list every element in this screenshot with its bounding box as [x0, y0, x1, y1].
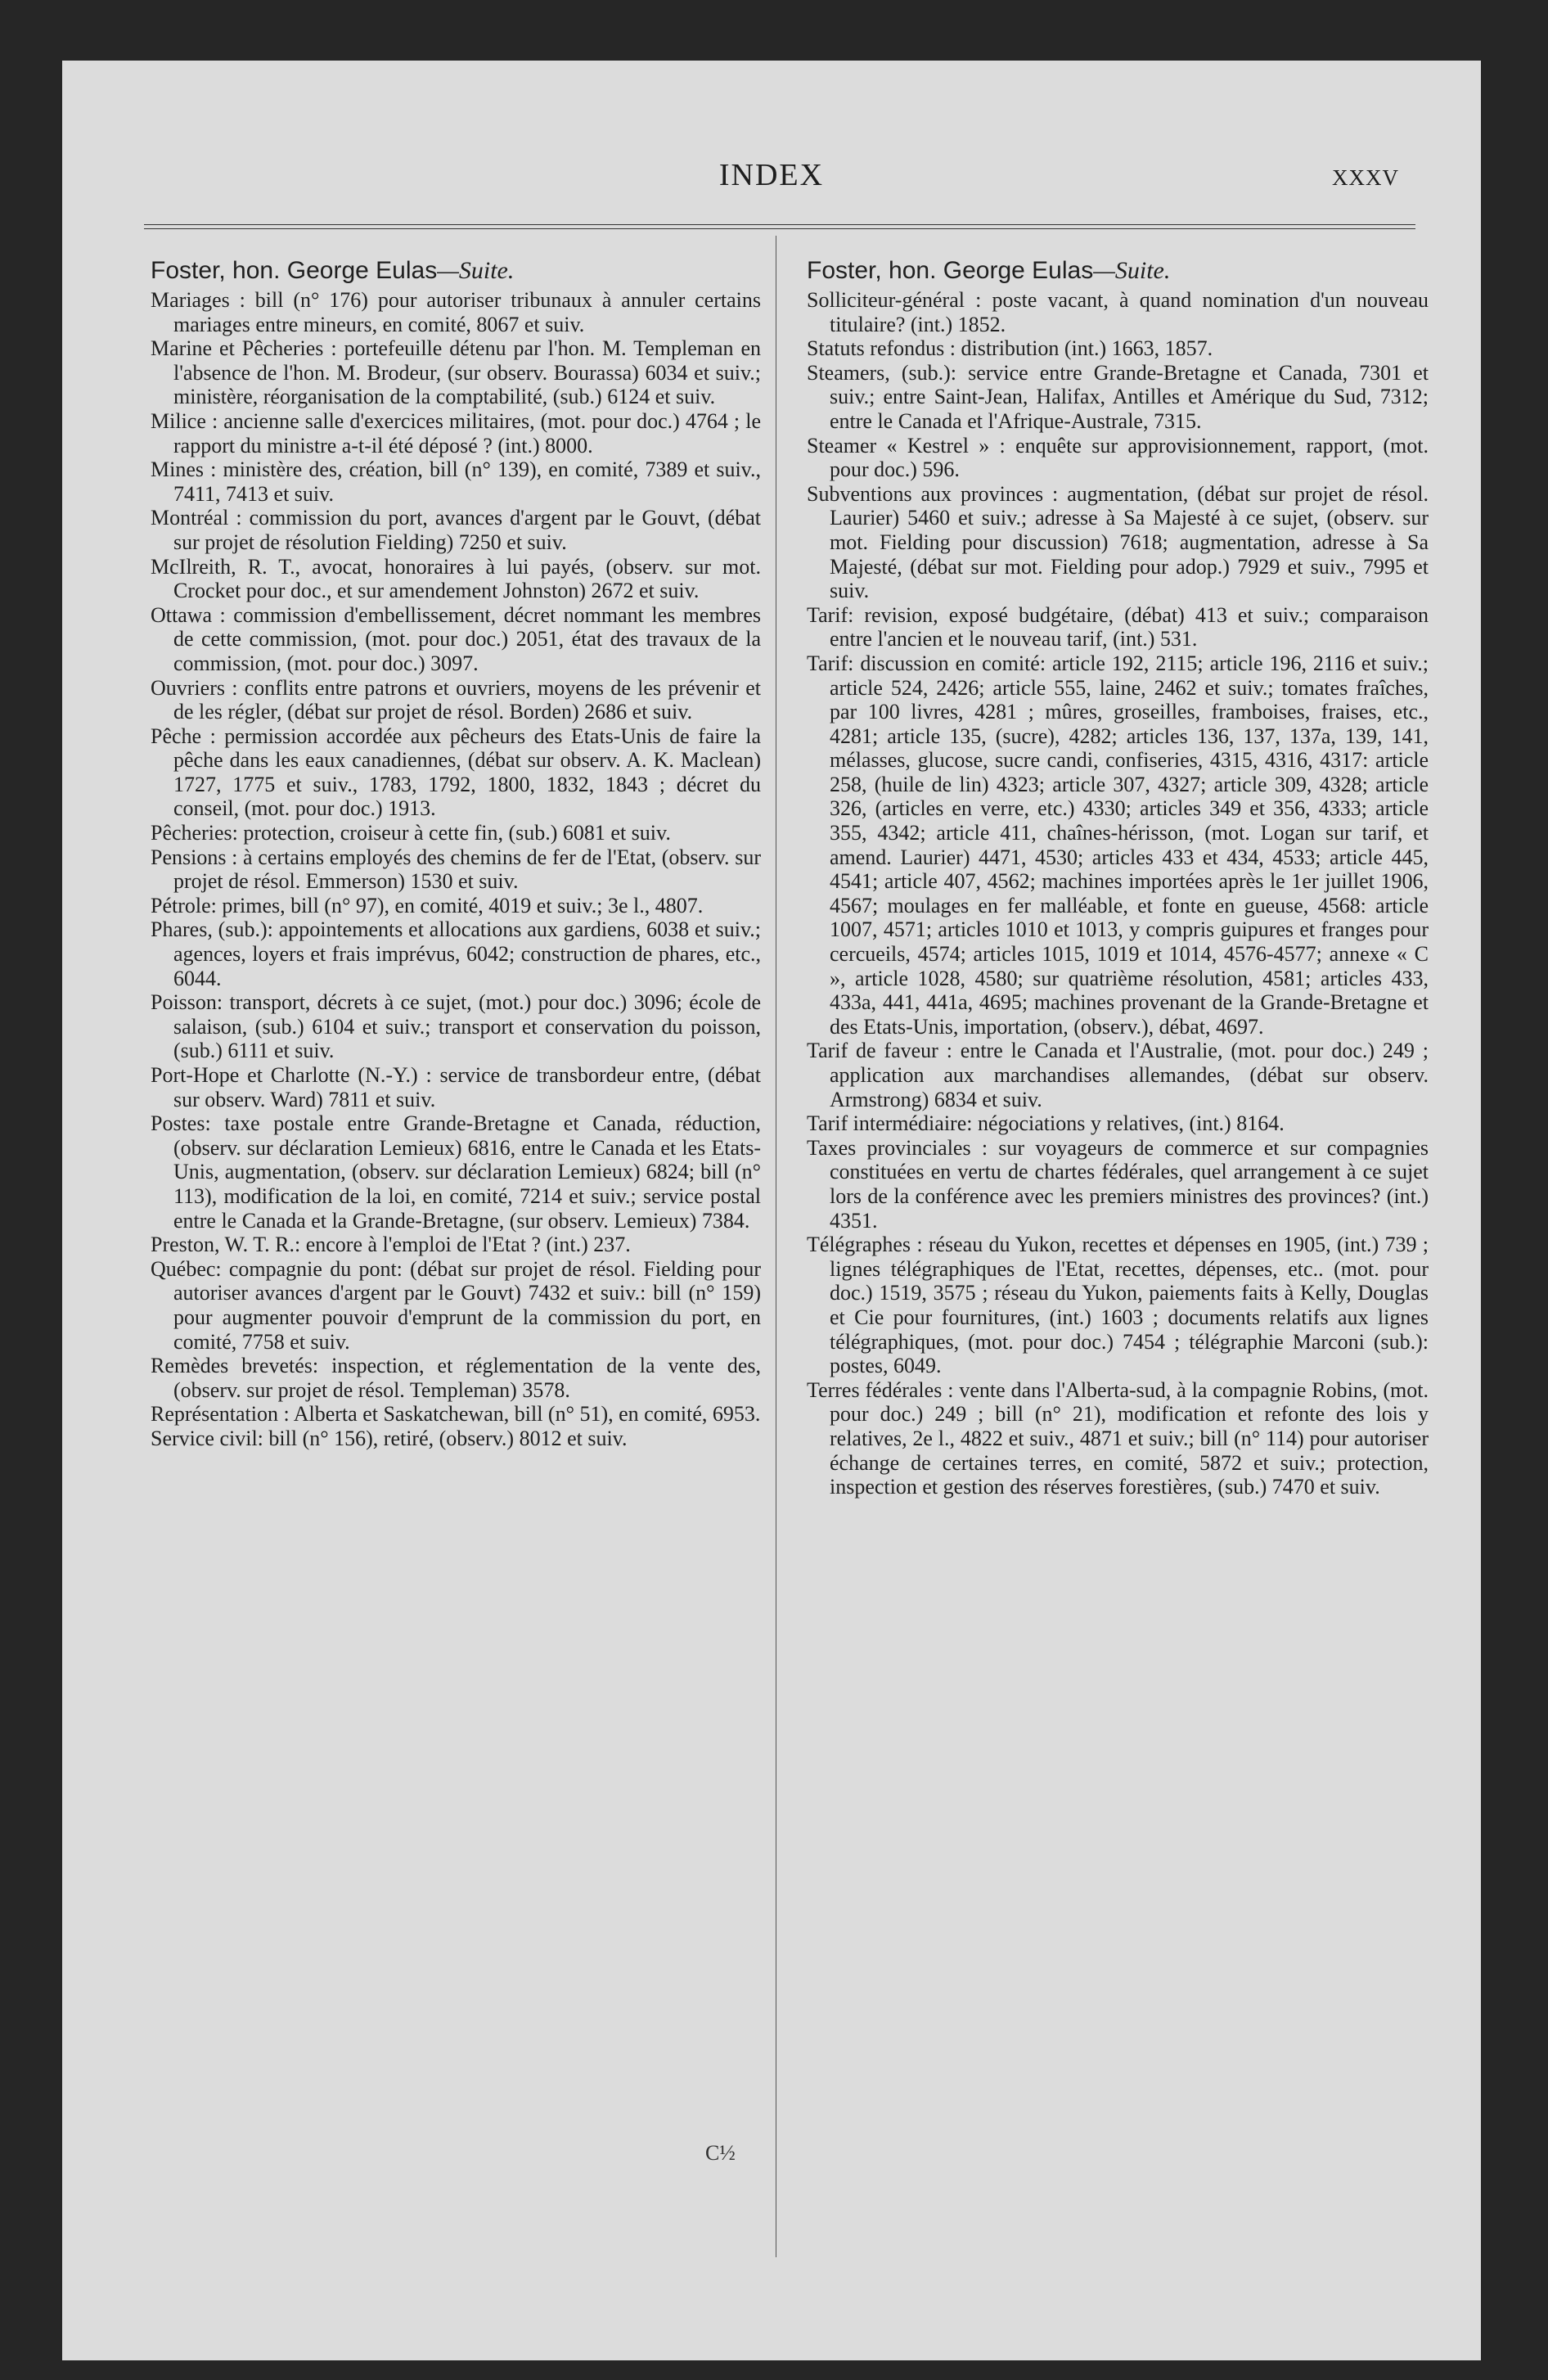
index-entry: Ottawa : commission d'embellissement, décret nommant les membres de cette commission, (mot. pour doc.) 2051, état des travaux de la commission, (mot. pour doc.) 3097.	[151, 602, 761, 675]
index-entry: McIlreith, R. T., avocat, honoraires à lui payés, (observ. sur mot. Crocket pour doc., et sur amendement Johnston) 2672 et suiv.	[151, 554, 761, 603]
index-entry: Postes: taxe postale entre Grande-Bretagne et Canada, réduction, (observ. sur déclaration Lemieux) 6816, entre le Canada et les Etats-Unis, augmentation, (observ. sur déclaration Lemieux) 6824; bill (n° 113), modification de la loi, en comité, 7214 et suiv.; service postal entre le Canada et la Grande-Bretagne, (sur observ. Lemieux) 7384.	[151, 1111, 761, 1233]
index-entry: Pensions : à certains employés des chemins de fer de l'Etat, (observ. sur projet de résol. Emmerson) 1530 et suiv.	[151, 845, 761, 894]
index-entry: Tarif: discussion en comité: article 192, 2115; article 196, 2116 et suiv.; article 524, 2426; article 555, laine, 2462 et suiv.; tomates fraîches, par 100 livres, 4281 ; mûres, groseilles, framboises, fraises, etc., 4281; article 135, (sucre), 4282; articles 136, 137, 137a, 139, 141, mélasses, glucose, sucre candi, confiseries, 4315, 4316, 4317: article 258, (huile de lin) 4323; article 307, 4327; article 309, 4328; article 326, (articles en verre, etc.) 4330; articles 349 et 356, 4333; article 355, 4342; article 411, chaînes-hérisson, (mot. Logan sur tarif, et amend. Laurier) 4471, 4530; articles 433 et 434, 4533; article 445, 4541; article 407, 4562; machines importées après le 1er juillet 1906, 4567; moulages en fer malléable, et fonte en gueuse, 4568: article 1007, 4571; articles 1010 et 1013, y compris guipures et franges pour cercueils, 4574; articles 1015, 1019 et 1014, 4576-4577; annexe « C », article 1028, 4580; sur quatrième résolution, 4581; articles 433, 433a, 441, 441a, 4695; machines provenant de la Grande-Bretagne et des Etats-Unis, importation, (observ.), débat, 4697.	[807, 651, 1429, 1039]
heading-name: Foster, hon. George Eulas	[807, 257, 1094, 284]
heading-suffix: —Suite.	[437, 257, 515, 284]
right-column	[807, 255, 1429, 1499]
index-entry: Tarif de faveur : entre le Canada et l'Australie, (mot. pour doc.) 249 ; application aux marchandises allemandes, (débat sur observ. Armstrong) 6834 et suiv.	[807, 1039, 1429, 1111]
index-entry: Terres fédérales : vente dans l'Alberta-sud, à la compagnie Robins, (mot. pour doc.) 249 ; bill (n° 21), modification et refonte des lois y relatives, 2e l., 4822 et suiv., 4871 et suiv.; bill (n° 114) pour autoriser échange de certaines terres, en comité, 5872 et suiv.; protection, inspection et gestion des réserves forestières, (sub.) 7470 et suiv.	[807, 1377, 1429, 1499]
page-number: XXXV	[1332, 165, 1399, 190]
heading-name: Foster, hon. George Eulas	[151, 257, 438, 284]
index-entry: Tarif: revision, exposé budgétaire, (débat) 413 et suiv.; comparaison entre l'ancien et le nouveau tarif, (int.) 531.	[807, 602, 1429, 651]
left-column-heading	[151, 255, 761, 286]
index-entry: Marine et Pêcheries : portefeuille détenu par l'hon. M. Templeman en l'absence de l'hon. M. Brodeur, (sur observ. Bourassa) 6034 et suiv.; ministère, réorganisation de la comptabilité, (sub.) 6124 et suiv.	[151, 336, 761, 409]
index-entry: Milice : ancienne salle d'exercices militaires, (mot. pour doc.) 4764 ; le rapport du ministre a-t-il été déposé ? (int.) 8000.	[151, 408, 761, 458]
index-entry: Statuts refondus : distribution (int.) 1663, 1857.	[807, 336, 1213, 361]
index-entry: Québec: compagnie du pont: (débat sur projet de résol. Fielding pour autoriser avances d'argent par le Gouvt) 7432 et suiv.: bill (n° 159) pour augmenter pouvoir d'emprunt de la commission du port, en comité, 7758 et suiv.	[151, 1256, 761, 1354]
index-page	[62, 61, 1481, 2360]
index-entry: Subventions aux provinces : augmentation, (débat sur projet de résol. Laurier) 5460 et suiv.; adresse à Sa Majesté à ce sujet, (observ. sur mot. Fielding pour discussion) 7618; augmentation, adresse à Sa Majesté, (débat sur mot. Fielding pour adop.) 7929 et suiv., 7995 et suiv.	[807, 481, 1429, 603]
index-entry: Steamers, (sub.): service entre Grande-Bretagne et Canada, 7301 et suiv.; entre Saint-Jean, Halifax, Antilles et Amérique du Sud, 7312; entre le Canada et l'Afrique-Australe, 7315.	[807, 360, 1429, 433]
index-entry: Solliciteur-général : poste vacant, à quand nomination d'un nouveau titulaire? (int.) 1852.	[807, 288, 1429, 336]
index-entry: Phares, (sub.): appointements et allocations aux gardiens, 6038 et suiv.; agences, loyers et frais imprévus, 6042; construction de phares, etc., 6044.	[151, 917, 761, 990]
index-entry: Montréal : commission du port, avances d'argent par le Gouvt, (débat sur projet de résolution Fielding) 7250 et suiv.	[151, 506, 761, 554]
index-entry: Pêche : permission accordée aux pêcheurs des Etats-Unis de faire la pêche dans les eaux canadiennes, (débat sur observ. A. K. Maclean) 1727, 1775 et suiv., 1783, 1792, 1800, 1832, 1843 ; décret du conseil, (mot. pour doc.) 1913.	[151, 723, 761, 821]
running-head	[62, 157, 1481, 206]
index-entry: Représentation : Alberta et Saskatchewan, bill (n° 51), en comité, 6953.	[151, 1402, 761, 1427]
index-entry: Pétrole: primes, bill (n° 97), en comité, 4019 et suiv.; 3e l., 4807.	[151, 893, 704, 917]
index-entry: Ouvriers : conflits entre patrons et ouvriers, moyens de les prévenir et de les régler, (débat sur projet de résol. Borden) 2686 et suiv.	[151, 675, 761, 724]
index-entry: Service civil: bill (n° 156), retiré, (observ.) 8012 et suiv.	[151, 1426, 628, 1450]
page-title: INDEX	[718, 158, 825, 192]
index-entry: Port-Hope et Charlotte (N.-Y.) : service de transbordeur entre, (débat sur observ. Ward) 7811 et suiv.	[151, 1063, 761, 1111]
index-entry: Preston, W. T. R.: encore à l'emploi de l'Etat ? (int.) 237.	[151, 1233, 631, 1257]
heading-suffix: —Suite.	[1093, 257, 1171, 284]
index-entry: Remèdes brevetés: inspection, et réglementation de la vente des, (observ. sur projet de résol. Templeman) 3578.	[151, 1354, 761, 1402]
signature-mark: C½	[705, 2141, 736, 2165]
index-entry: Poisson: transport, décrets à ce sujet, (mot.) pour doc.) 3096; école de salaison, (sub.) 6104 et suiv.; transport et conservation du poisson, (sub.) 6111 et suiv.	[151, 990, 761, 1063]
index-entry: Steamer « Kestrel » : enquête sur approvisionnement, rapport, (mot. pour doc.) 596.	[807, 433, 1429, 482]
index-entry: Mariages : bill (n° 176) pour autoriser tribunaux à annuler certains mariages entre mineurs, en comité, 8067 et suiv.	[151, 288, 761, 336]
left-column	[151, 255, 761, 1451]
header-rule	[144, 224, 1415, 229]
index-entry: Mines : ministère des, création, bill (n° 139), en comité, 7389 et suiv., 7411, 7413 et suiv.	[151, 458, 761, 506]
index-entry: Taxes provinciales : sur voyageurs de commerce et sur compagnies constituées en vertu de chartes fédérales, quel arrangement à ce sujet lors de la conférence avec les premiers ministres des provinces? (int.) 4351.	[807, 1135, 1429, 1233]
index-entry: Télégraphes : réseau du Yukon, recettes et dépenses en 1905, (int.) 739 ; lignes télégraphiques de l'Etat, recettes, dépenses, etc.. (mot. pour doc.) 1519, 3575 ; réseau du Yukon, paiements faits à Kelly, Douglas et Cie pour fournitures, (int.) 1603 ; documents relatifs aux lignes télégraphiques, (mot. pour doc.) 7454 ; télégraphie Marconi (sub.): postes, 6049.	[807, 1233, 1429, 1378]
index-entry: Tarif intermédiaire: négociations y relatives, (int.) 8164.	[807, 1111, 1285, 1136]
index-entry: Pêcheries: protection, croiseur à cette fin, (sub.) 6081 et suiv.	[151, 821, 671, 845]
right-column-heading	[807, 255, 1429, 286]
